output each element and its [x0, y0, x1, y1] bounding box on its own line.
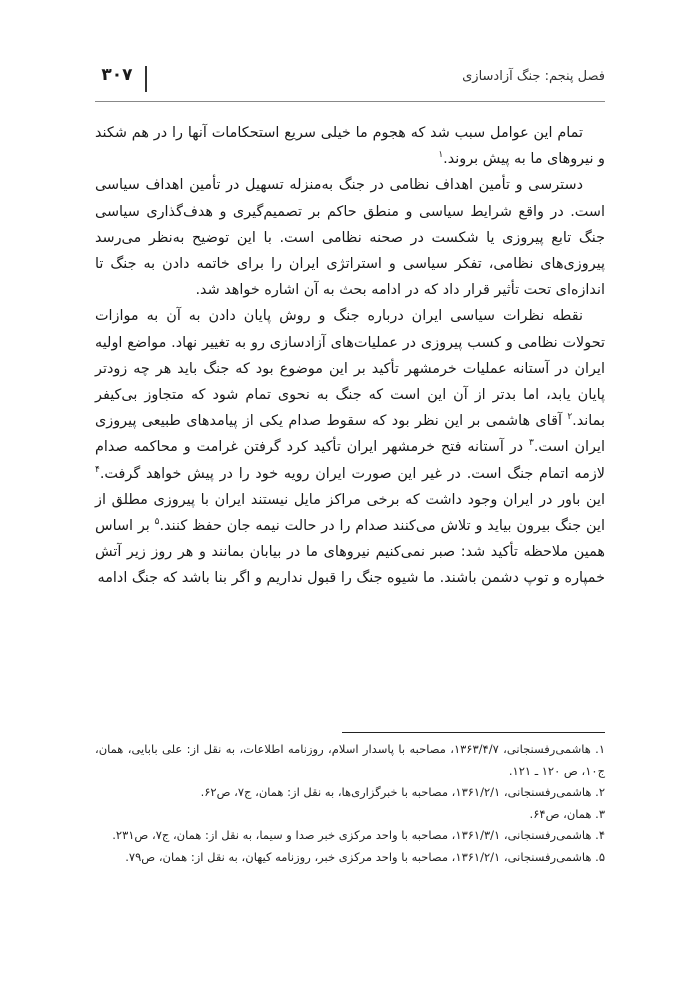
header-rule — [95, 101, 605, 102]
paragraph-3-text-d: این باور در ایران وجود داشت که برخی مراکز مایل نیستند ایران با پیروزی مطلق از این جنگ بیرون بیاید و تلاش می‌کنند صدام را در حالت نیمه جان حفظ کنند. — [95, 491, 605, 535]
chapter-title: فصل پنجم: جنگ آزادسازی — [462, 69, 605, 84]
footnotes — [95, 739, 605, 868]
paragraph-3-text-b: آقای هاشمی بر این نظر بود که سقوط صدام یکی از پیامدهای طبیعی پیروزی ایران است. — [95, 413, 605, 456]
page-number: ۳۰۷ — [101, 65, 133, 85]
footnote-ref-5: ۵ — [154, 517, 160, 528]
footnote-ref-1: ۱ — [438, 150, 444, 161]
footnote-ref-3: ۳ — [528, 438, 534, 449]
header-divider — [145, 66, 147, 92]
running-header — [95, 64, 605, 92]
paragraph-2: دسترسی و تأمین اهداف نظامی در جنگ به‌منزله تسهیل در تأمین اهداف سیاسی است. در واقع شرایط سیاسی و منطق حاکم بر تصمیم‌گیری و هدف‌گذاری سیاسی جنگ تابع پیروزی یا شکست در صحنه نظامی است. با این توضیح به‌نظر می‌رسد پیروزی‌های نظامی، تفکر سیاسی و استراتژی ایران را برای خاتمه دادن به جنگ تا اندازه‌ای تحت تأثیر قرار داد که در ادامه بحث به آن اشاره خواهد شد. — [95, 177, 605, 299]
paragraph-3-text-c: در آستانه فتح خرمشهر ایران تأکید کرد گرفتن غرامت و محاکمه صدام لازمه اتمام جنگ است. در غیر این صورت ایران رویه خود را در پیش خواهد گرفت. — [95, 439, 605, 482]
footnote-3: ۳. همان، ص۶۴. — [529, 806, 605, 821]
paragraph-3-text-a: نقطه نظرات سیاسی ایران درباره جنگ و روش پایان دادن به آن به موازات تحولات نظامی و کسب پیروزی در عملیات‌های آزادسازی رو به تغییر نهاد. مواضع اولیه ایران در آستانه عملیات خرمشهر تأکید بر این موضوع بود که جنگ باید هر چه زودتر پایان یابد، اما بدتر از آن این است که جنگ به نحوی تمام شود که متجاوز بی‌کیفر بماند. — [95, 308, 605, 430]
body-text — [95, 120, 605, 592]
paragraph-1-text: تمام این عوامل سبب شد که هجوم ما خیلی سریع استحکامات آنها را در هم شکند و نیروهای ما به پیش بروند. — [95, 125, 605, 168]
footnote-rule — [342, 732, 605, 733]
footnote-ref-4: ۴ — [95, 464, 100, 475]
footnote-ref-2: ۲ — [567, 412, 573, 423]
footnote-2: ۲. هاشمی‌رفسنجانی، ۱۳۶۱/۲/۱، مصاحبه با خبرگزاری‌ها، به نقل از: همان، ج۷، ص۶۲. — [200, 785, 605, 799]
paragraph-1 — [95, 120, 605, 172]
footnote-4: ۴. هاشمی‌رفسنجانی، ۱۳۶۱/۳/۱، مصاحبه با واحد مرکزی خبر صدا و سیما، به نقل از: همان، ج۷، ص۲۳۱. — [112, 828, 605, 842]
footnote-1: ۱. هاشمی‌رفسنجانی، ۱۳۶۳/۴/۷، مصاحبه با پاسدار اسلام، روزنامه اطلاعات، به نقل از: علی بابایی، همان، ج۱۰، ص ۱۲۰ ـ ۱۲۱. — [95, 742, 605, 778]
footnote-5: ۵. هاشمی‌رفسنجانی، ۱۳۶۱/۲/۱، مصاحبه با واحد مرکزی خبر، روزنامه کیهان، به نقل از: همان، ص۷۹. — [125, 849, 605, 864]
paragraph-3-text-e: بر اساس همین ملاحظه تأکید شد: صبر نمی‌کنیم نیروهای ما در بیابان بمانند و هر روز زیر آتش خمپاره و توپ دشمن باشند. ما شیوه جنگ را قبول نداریم و اگر بنا باشد که جنگ ادامه — [95, 518, 605, 587]
paragraph-3 — [95, 303, 605, 591]
